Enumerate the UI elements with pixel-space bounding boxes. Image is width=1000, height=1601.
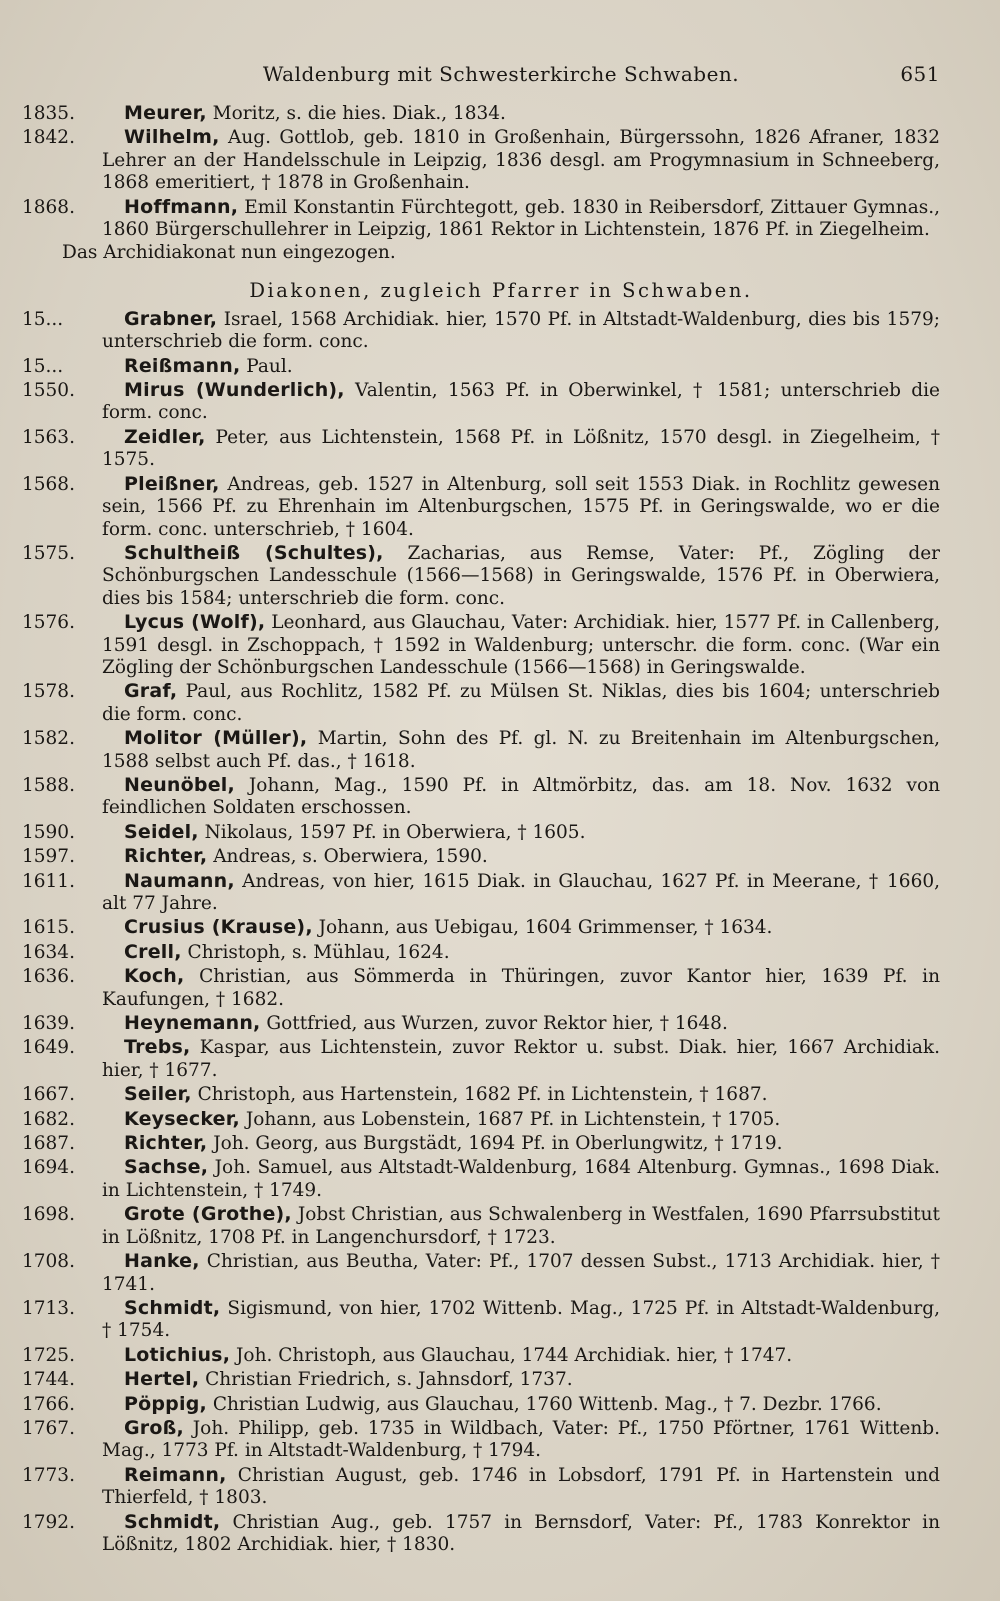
entry-text: Moritz, s. die hies. Diak., 1834. [212,103,506,124]
entry-text: Christian Friedrich, s. Jahnsdorf, 1737. [205,1369,573,1391]
entry [22,1368,940,1391]
entry-year: 1590. [22,821,75,843]
archdeacon-list [22,102,940,241]
entry-name: Pöppig, [124,1392,207,1415]
entry [22,1203,940,1249]
entry-year: 1563. [22,426,75,448]
entry-text: Joh. Samuel, aus Altstadt-Waldenburg, 1684 Altenburg. Gymnas., 1698 Diak. in Lichtenstein, † 1749. [102,1157,940,1201]
entry-name: Graf, [124,680,178,703]
entry-year: 1767. [22,1417,75,1439]
entry-year: 15... [22,355,64,377]
section-heading: Diakonen, zugleich Pfarrer in Schwaben. [249,278,753,302]
entry-text: Christian, aus Beutha, Vater: Pf., 1707 dessen Subst., 1713 Archidiak. hier, † 1741. [102,1251,940,1295]
entry-name: Koch, [124,965,185,988]
entry-year: 1744. [22,1369,75,1391]
entry-year: 1766. [22,1393,75,1415]
entry-name: Schmidt, [124,1296,221,1319]
entry-name: Pleißner, [124,472,220,495]
entry-year: 1708. [22,1251,75,1273]
entry-year: 1550. [22,380,75,402]
entry [22,940,940,964]
entry [22,307,940,354]
entry-text: Johann, aus Uebigau, 1604 Grimmenser, † 1634. [318,917,773,939]
entry-year: 15... [22,308,64,330]
entry [22,1416,940,1463]
entry-name: Crusius (Krause), [124,916,313,939]
entry-name: Hoffmann, [124,195,239,218]
entry-year: 1575. [22,542,75,564]
entry [22,1510,940,1557]
entry-year: 1582. [22,728,75,750]
entry-text: Andreas, geb. 1527 in Altenburg, soll seit 1553 Diak. in Rochlitz gewesen sein, 1566 Pf. zu Ehrenhain im Altenburgschen, 1575 Pf. in Geringswalde, wo er die form. conc. unterschrieb, † 1604. [102,473,940,540]
entry-year: 1634. [22,941,75,963]
entry-text: Valentin, 1563 Pf. in Oberwinkel, † 1581; unterschrieb die form. conc. [102,380,940,424]
entry-year: 1636. [22,966,75,988]
entry-text: Martin, Sohn des Pf. gl. N. zu Breitenhain im Altenburgschen, 1588 selbst auch Pf. das., † 1618. [102,728,940,772]
entry-name: Crell, [124,940,182,963]
entry-text: Paul. [246,355,293,377]
entry-year: 1611. [22,870,75,892]
entry-text: Christian August, geb. 1746 in Lobsdorf, 1791 Pf. in Hartenstein und Thierfeld, † 1803. [102,1464,940,1509]
entry-name: Schmidt, [124,1510,221,1533]
entry-year: 1725. [22,1344,75,1366]
entry [22,1463,940,1510]
entry-name: Naumann, [124,869,235,892]
entry [22,126,940,194]
entry-year: 1667. [22,1084,75,1106]
deacon-list [22,307,940,1557]
entry-text: Christoph, s. Mühlau, 1624. [187,941,450,963]
entry-text: Joh. Philipp, geb. 1735 in Wildbach, Vater: Pf., 1750 Pförtner, 1761 Wittenb. Mag., 1773 Pf. in Altstadt-Waldenburg, † 1794. [102,1417,940,1462]
entry-text: Joh. Georg, aus Burgstädt, 1694 Pf. in Oberlungwitz, † 1719. [213,1133,783,1155]
entry [22,1296,940,1343]
archdeacon-note: Das Archidiakonat nun eingezogen. [62,242,396,264]
entry-year: 1649. [22,1037,75,1059]
running-title: Waldenburg mit Schwesterkirche Schwaben. [262,62,740,86]
entry-text: Christian, aus Sömmerda in Thüringen, zuvor Kantor hier, 1639 Pf. in Kaufungen, † 1682. [102,966,940,1010]
entry-text: Joh. Christoph, aus Glauchau, 1744 Archidiak. hier, † 1747. [236,1344,793,1366]
entry-name: Molitor (Müller), [124,727,308,750]
entry-text: Aug. Gottlob, geb. 1810 in Großenhain, Bürgerssohn, 1826 Afraner, 1832 Lehrer an der Handelsschule in Leipzig, 1836 desgl. am Progymnasium in Schneeberg, 1868 emeritiert, † 1878 in Großenhain. [102,127,940,194]
entry-year: 1773. [22,1464,75,1486]
entry [22,472,940,541]
page-header [62,62,940,92]
entry [22,1012,940,1035]
entry-text: Israel, 1568 Archidiak. hier, 1570 Pf. in Altstadt-Waldenburg, dies bis 1579; unterschrieb die form. conc. [102,308,940,353]
entry-name: Heynemann, [124,1012,261,1035]
entry [22,773,940,820]
entry-name: Hanke, [124,1250,200,1273]
entry-year: 1698. [22,1204,75,1226]
page-number: 651 [900,62,940,86]
entry-name: Reimann, [124,1463,227,1486]
entry-name: Keysecker, [124,1107,240,1130]
entry-text: Christian Ludwig, aus Glauchau, 1760 Wittenb. Mag., † 7. Dezbr. 1766. [212,1393,882,1415]
entry-text: Leonhard, aus Glauchau, Vater: Archidiak. hier, 1577 Pf. in Callenberg, 1591 desgl. in Zschoppach, † 1592 in Waldenburg; unterschr. die form. conc. (War ein Zögling der Schönburgschen Landesschule (1566—1568) in Geringswalde. [102,612,940,678]
entry-name: Seidel, [124,820,199,843]
entry-text: Gottfried, aus Wurzen, zuvor Rektor hier, † 1648. [266,1013,728,1035]
entry-name: Mirus (Wunderlich), [124,379,345,402]
entry [22,680,940,726]
entry [22,1083,940,1106]
entry-year: 1568. [22,473,75,495]
entry-year: 1835. [22,103,75,124]
entry-text: Andreas, von hier, 1615 Diak. in Glauchau, 1627 Pf. in Meerane, † 1660, alt 77 Jahre. [102,870,940,914]
entry-name: Meurer, [124,102,207,124]
entry-name: Reißmann, [124,354,241,377]
entry-year: 1842. [22,127,75,149]
entry-year: 1578. [22,681,75,703]
entry-text: Emil Konstantin Fürchtegott, geb. 1830 in Reibersdorf, Zittauer Gymnas., 1860 Bürgerschullehrer in Leipzig, 1861 Rektor in Lichtenstein, 1876 Pf. in Ziegelheim. [102,196,940,241]
entry-year: 1588. [22,774,75,796]
entry-text: Zacharias, aus Remse, Vater: Pf., Zögling der Schönburgschen Landesschule (1566—1568) in Geringswalde, 1576 Pf. in Oberwiera, dies bis 1584; unterschrieb die form. conc. [102,542,940,609]
entry-year: 1615. [22,917,75,939]
entry [22,727,940,773]
entry-text: Jobst Christian, aus Schwalenberg in Westfalen, 1690 Pfarrsubstitut in Lößnitz, 1708 Pf. in Langenchursdorf, † 1723. [102,1204,940,1248]
entry-year: 1597. [22,846,75,868]
entry-name: Trebs, [124,1036,191,1059]
entry-text: Christian Aug., geb. 1757 in Bernsdorf, Vater: Pf., 1783 Konrektor in Lößnitz, 1802 Archidiak. hier, † 1830. [102,1511,940,1555]
entry [22,1156,940,1202]
entry-name: Lotichius, [124,1343,231,1366]
entry-year: 1868. [22,196,75,218]
entry [22,820,940,844]
entry-name: Wilhelm, [124,126,220,149]
entry-text: Kaspar, aus Lichtenstein, zuvor Rektor u. subst. Diak. hier, 1667 Archidiak. hier, † 1677. [102,1037,940,1081]
entry-name: Zeidler, [124,425,206,448]
entry-year: 1682. [22,1108,75,1130]
entry-name: Grote (Grothe), [124,1203,292,1226]
entry-text: Paul, aus Rochlitz, 1582 Pf. zu Mülsen St. Niklas, dies bis 1604; unterschrieb die form. conc. [102,681,940,725]
entry-name: Grabner, [124,307,218,330]
entry [22,869,940,916]
entry-name: Schultheiß (Schultes), [124,541,384,564]
entry-year: 1576. [22,612,75,634]
entry-name: Hertel, [124,1368,200,1391]
entry-name: Neunöbel, [124,773,235,796]
entry [22,845,940,868]
entry-year: 1687. [22,1133,75,1155]
entry-year: 1713. [22,1297,75,1319]
entry [22,354,940,378]
entry-text: Andreas, s. Oberwiera, 1590. [213,846,488,868]
entry [22,916,940,939]
entry [22,1132,940,1155]
entry [22,1036,940,1082]
entry [22,1107,940,1131]
entry-year: 1639. [22,1013,75,1035]
entry-name: Richter, [124,845,208,868]
entry-text: Peter, aus Lichtenstein, 1568 Pf. in Lößnitz, 1570 desgl. in Ziegelheim, † 1575. [102,426,940,471]
entry [22,965,940,1011]
entry [22,425,940,472]
entry-text: Christoph, aus Hartenstein, 1682 Pf. in Lichtenstein, † 1687. [197,1084,768,1106]
entry-year: 1792. [22,1511,75,1533]
entry-name: Seiler, [124,1083,192,1106]
entry [22,379,940,425]
entry-text: Sigismund, von hier, 1702 Wittenb. Mag., 1725 Pf. in Altstadt-Waldenburg, † 1754. [102,1297,940,1342]
entry [22,541,940,610]
entry-text: Johann, aus Lobenstein, 1687 Pf. in Lichtenstein, † 1705. [245,1108,781,1130]
entry [22,1392,940,1416]
entry-name: Lycus (Wolf), [124,611,266,634]
entry [22,1250,940,1296]
entry-name: Sachse, [124,1156,209,1179]
entry-name: Richter, [124,1132,208,1155]
entry-text: Nikolaus, 1597 Pf. in Oberwiera, † 1605. [204,821,586,843]
entry-text: Johann, Mag., 1590 Pf. in Altmörbitz, das. am 18. Nov. 1632 von feindlichen Soldaten erschossen. [102,774,940,819]
entry [22,195,940,242]
entry-year: 1694. [22,1157,75,1179]
entry [22,1343,940,1367]
entry [22,611,940,679]
entry-name: Groß, [124,1416,184,1439]
entry [22,102,940,125]
